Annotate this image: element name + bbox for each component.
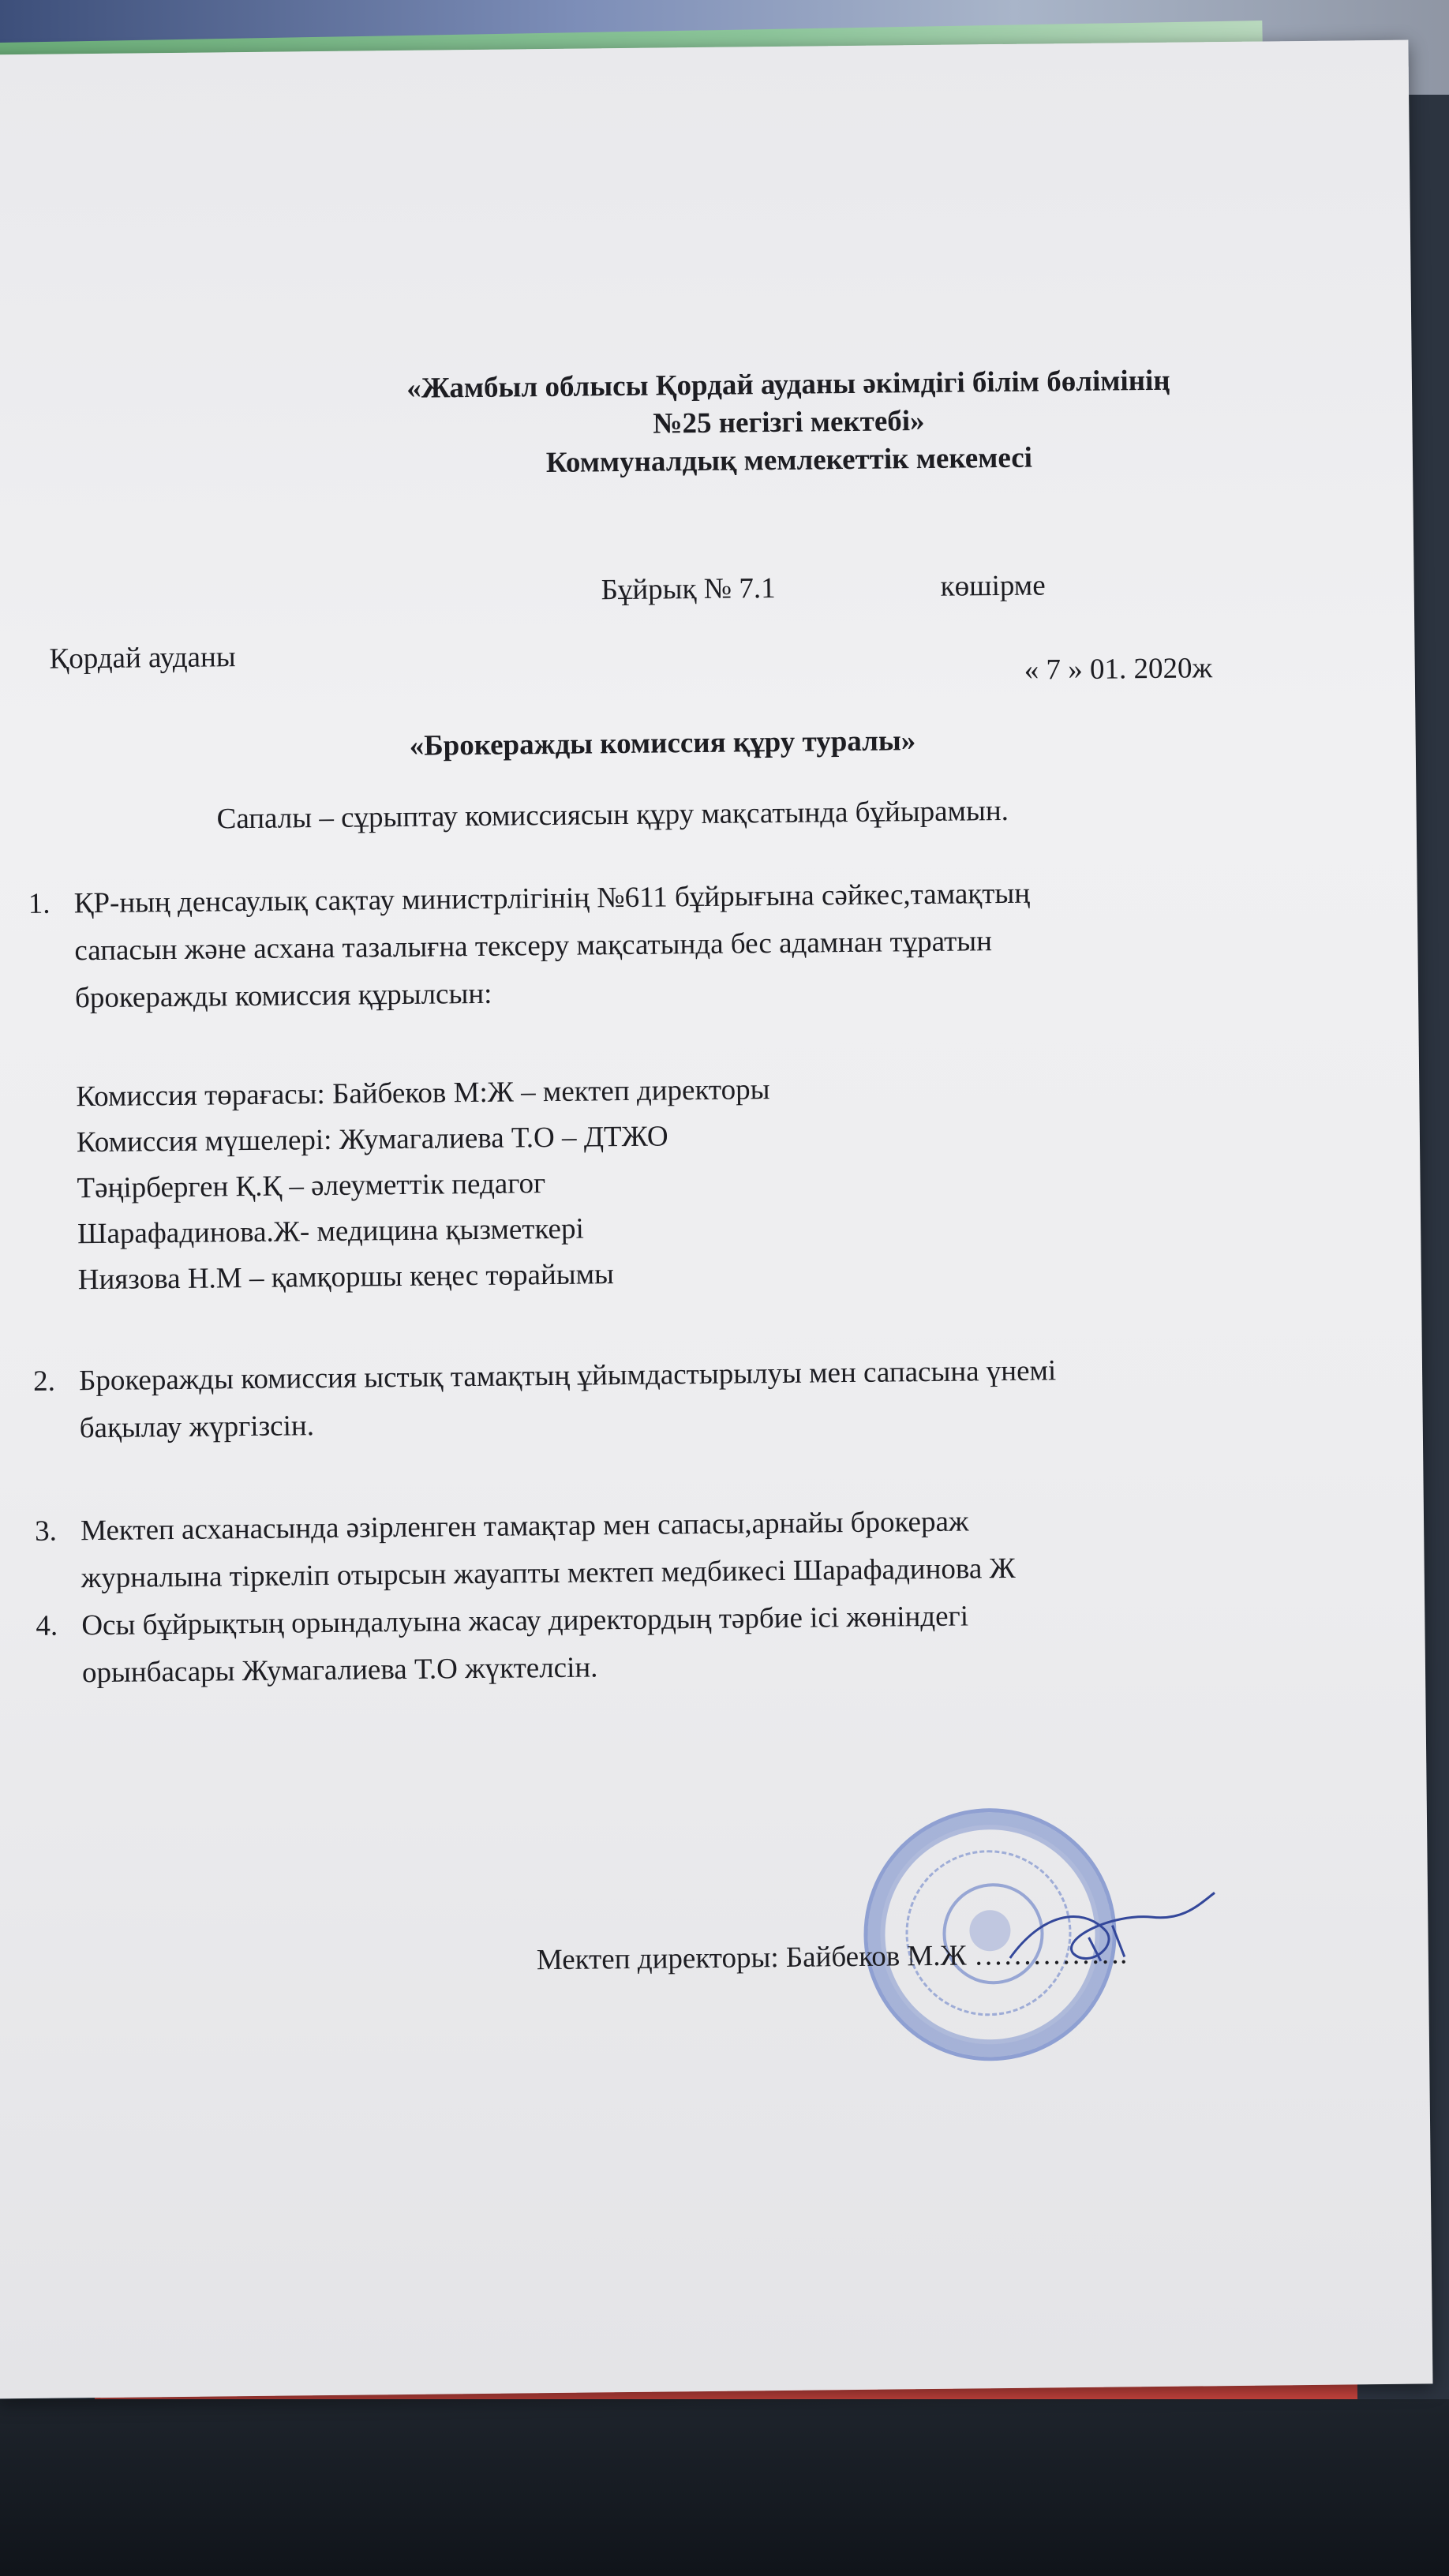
signature-scribble-icon	[994, 1881, 1231, 1986]
place: Қордай ауданы	[49, 641, 236, 676]
item-1-line-3: брокеражды комиссия құрылсын:	[74, 977, 492, 1015]
header-line-3: Коммуналдық мемлекеттік мекемесі	[545, 441, 1033, 480]
header-line-1: «Жамбыл облысы Қордай ауданы әкімдігі білім бөлімінің	[406, 364, 1170, 405]
item-2-line-2: бақылау жүргізсін.	[79, 1410, 315, 1445]
item-3-line-2: журналына тіркеліп отырсын жауапты мектеп медбикесі Шарафадинова Ж	[80, 1552, 1016, 1595]
document-page	[0, 40, 1433, 2399]
item-number: 3.	[34, 1515, 58, 1548]
background-bottom	[0, 2399, 1449, 2576]
header-line-2: №25 негізгі мектебі»	[653, 404, 925, 440]
item-4-line-1: Осы бұйрықтың орындалуына жасау директордың тәрбие ісі жөніндегі	[81, 1600, 969, 1642]
item-number: 2.	[32, 1365, 56, 1398]
item-2-line-1: Брокеражды комиссия ыстық тамақтың ұйымдастырылуы мен сапасына үнемі	[78, 1354, 1057, 1398]
order-number: Бұйрық № 7.1	[601, 571, 776, 607]
order-intro: Сапалы – сұрыптау комиссиясын құру мақсатында бұйырамын.	[216, 794, 1009, 836]
item-4-line-2: орынбасары Жумагалиева Т.О жүктелсін.	[81, 1651, 598, 1690]
director-signature-line: Мектеп директоры: Байбеков М.Ж …………….	[536, 1938, 1128, 1977]
order-date: « 7 » 01. 2020ж	[1024, 652, 1213, 687]
item-1-line-1: ҚР-ның денсаулық сақтау министрлігінің №611 бұйрығына сәйкес,тамақтың	[73, 877, 1031, 920]
commission-member: Ниязова Н.М – қамқоршы кеңес төрайымы	[77, 1258, 615, 1297]
document-header	[275, 361, 1302, 485]
order-title: «Брокеражды комиссия құру туралы»	[409, 724, 916, 762]
item-number: 1.	[28, 887, 51, 920]
commission-member: Комиссия мүшелері: Жумагалиева Т.О – ДТЖО	[76, 1120, 668, 1159]
commission-member: Тәңірберген Қ.Қ – әлеуметтік педагог	[77, 1167, 546, 1205]
copy-label: көшірме	[940, 569, 1046, 603]
item-3-line-1: Мектеп асханасында әзірленген тамақтар мен сапасы,арнайы брокераж	[80, 1505, 969, 1548]
commission-member: Шарафадинова.Ж- медицина қызметкері	[77, 1212, 584, 1251]
item-number: 4.	[36, 1609, 58, 1642]
item-1-line-2: сапасын және асхана тазалығна тексеру мақсатында бес адамнан тұратын	[74, 925, 993, 968]
commission-chair: Комиссия төрағасы: Байбеков М:Ж – мектеп директоры	[76, 1073, 770, 1114]
